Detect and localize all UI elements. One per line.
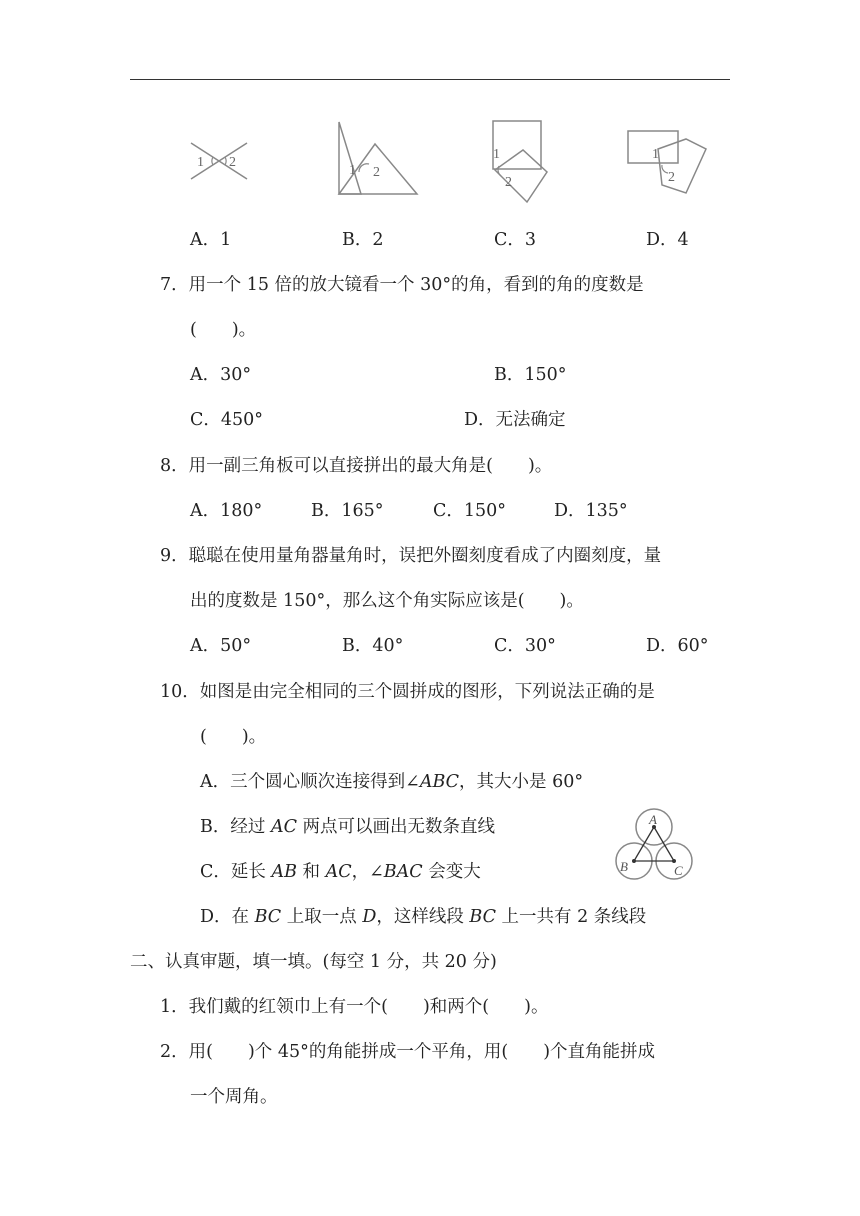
option-d-label: D．4 [646, 230, 689, 250]
q9-option-c: C．30° [494, 636, 556, 656]
q8-stem: 8．用一副三角板可以直接拼出的最大角是( )。 [160, 456, 553, 476]
angle-2-label: 2 [505, 175, 512, 190]
q8-option-b: B．165° [311, 501, 384, 521]
q7-option-c: C．450° [190, 410, 264, 430]
q10-stem: 10．如图是由完全相同的三个圆拼成的图形，下列说法正确的是 [160, 682, 655, 702]
point-a-label: A [649, 812, 657, 827]
angle-2-label: 2 [229, 155, 236, 170]
q9-stem-line2: 出的度数是 150°，那么这个角实际应该是( )。 [190, 591, 584, 611]
angle-1-label: 1 [493, 147, 500, 162]
option-c-figure [485, 116, 555, 208]
angle-2-label: 2 [668, 170, 675, 185]
q9-option-b: B．40° [342, 636, 404, 656]
sec2-q1: 1．我们戴的红领巾上有一个( )和两个( )。 [160, 997, 549, 1017]
q7-option-a: A．30° [190, 365, 252, 385]
q7-option-b: B．150° [494, 365, 567, 385]
angle-1-label: 1 [652, 147, 659, 162]
q7-stem: 7．用一个 15 倍的放大镜看一个 30°的角，看到的角的度数是 [160, 275, 644, 295]
q8-option-c: C．150° [433, 501, 507, 521]
option-c-label: C．3 [494, 230, 537, 250]
q10-option-a: A．三个圆心顺次连接得到∠ABC，其大小是 60° [200, 772, 584, 792]
q7-paren: ( )。 [190, 320, 257, 340]
section-2-title: 二、认真审题，填一填。(每空 1 分，共 20 分) [130, 952, 497, 972]
angle-2-label: 2 [373, 165, 380, 180]
point-c-label: C [674, 863, 683, 878]
q9-stem-line1: 9．聪聪在使用量角器量角时，误把外圈刻度看成了内圈刻度，量 [160, 546, 662, 566]
sec2-q2-line1: 2．用( )个 45°的角能拼成一个平角，用( )个直角能拼成 [160, 1042, 656, 1062]
option-b-figure [333, 118, 423, 198]
header-rule [130, 79, 730, 80]
point-b-label: B [620, 859, 628, 874]
option-b-label: B．2 [342, 230, 384, 250]
angle-1-label: 1 [197, 155, 204, 170]
q8-option-d: D．135° [554, 501, 628, 521]
sec2-q2-line2: 一个周角。 [190, 1087, 278, 1107]
option-a-figure [185, 135, 255, 185]
option-a-label: A．1 [190, 230, 232, 250]
option-d-figure [622, 125, 712, 205]
angle-1-label: 1 [349, 163, 356, 178]
q7-option-d: D．无法确定 [464, 410, 566, 430]
q10-option-c: C．延长 AB 和 AC，∠BAC 会变大 [200, 862, 481, 882]
three-circles-figure [610, 805, 700, 887]
q10-option-b: B．经过 AC 两点可以画出无数条直线 [200, 817, 496, 837]
q9-option-d: D．60° [646, 636, 709, 656]
q10-option-d: D．在 BC 上取一点 D，这样线段 BC 上一共有 2 条线段 [200, 907, 647, 927]
q9-option-a: A．50° [190, 636, 252, 656]
q8-option-a: A．180° [190, 501, 263, 521]
q10-paren: ( )。 [200, 727, 267, 747]
